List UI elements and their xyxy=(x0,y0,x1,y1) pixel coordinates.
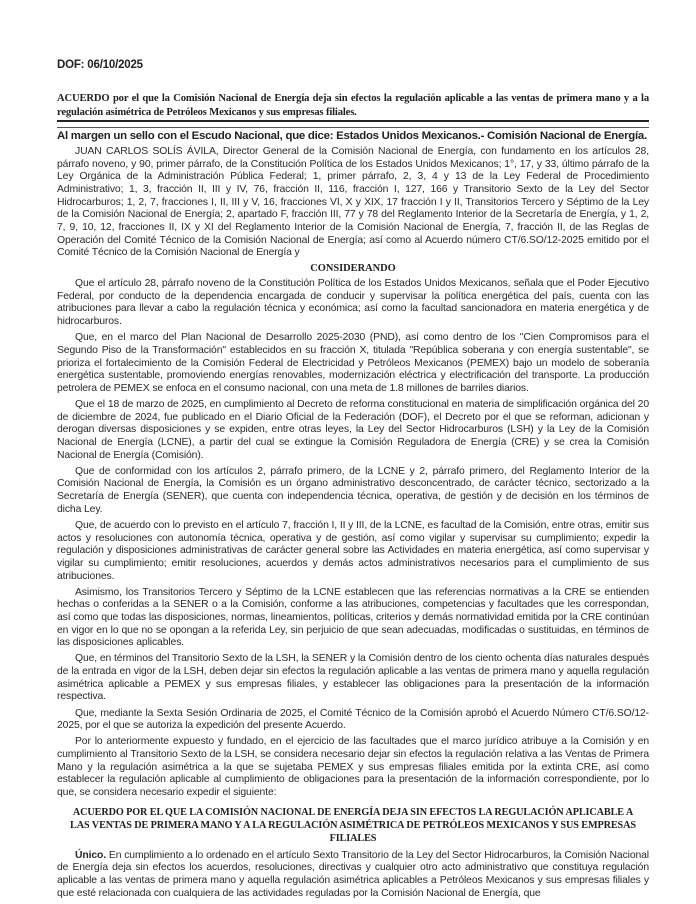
title-rule-bottom xyxy=(57,127,649,128)
considerando-paragraph: Que, de acuerdo con lo previsto en el artículo 7, fracción I, II y III, de la LCNE, es facultad de la Comisión, entre otras, emitir sus actos y resoluciones con autonomía técnica, operativa y de gestión, así como vigilar y supervisar su cumplimiento; expedir la regulación y disposiciones administrativas de carácter general sobre las Actividades en materia energética, así como supervisar y vigilar su cumplimiento; emitir resoluciones, acuerdos y demás actos administrativos necesarios para el cumplimiento de sus atribuciones. xyxy=(57,519,649,582)
considerando-paragraph: Que el artículo 28, párrafo noveno de la Constitución Política de los Estados Unidos Mexicanos, señala que el Poder Ejecutivo Federal, por conducto de la dependencia encargada de conducir y supervisar la política energética del país, cuenta con las atribuciones para llevar a cabo la regulación técnica y económica; así como la facultad sancionadora en materia energética y de hidrocarburos. xyxy=(57,278,649,328)
considerando-paragraph: Que el 18 de marzo de 2025, en cumplimiento al Decreto de reforma constitucional en materia de simplificación orgánica del 20 de diciembre de 2024, fue publicado en el Diario Oficial de la Federación (DOF), el Decreto por el que se reforman, adicionan y derogan diversas disposiciones y se expiden, entre otras leyes, la Ley del Sector Hidrocarburos (LSH) y la Ley de la Comisión Nacional de Energía (LCNE), a partir del cual se extingue la Comisión Reguladora de Energía (CRE) y se crea la Comisión Nacional de Energía (Comisión). xyxy=(57,398,649,461)
considerando-paragraph: Que, en el marco del Plan Nacional de Desarrollo 2025-2030 (PND), así como dentro de los "Cien Compromisos para el Segundo Piso de la Transformación" establecidos en su fracción X, titulada "República soberana y con energía sustentable", se prioriza el fortalecimiento de la Comisión Federal de Electricidad y Petróleos Mexicanos (PEMEX) bajo un modelo de soberanía energética sustentable, promoviendo energías renovables, modernización eléctrica y electrificación del transporte. La producción petrolera de PEMEX se enfoca en el consumo nacional, con una meta de 1.8 millones de barriles diarios. xyxy=(57,332,649,394)
title-rule-top xyxy=(57,120,649,122)
considerando-heading: CONSIDERANDO xyxy=(310,263,396,275)
considerando-paragraph: Asimismo, los Transitorios Tercero y Séptimo de la LCNE establecen que las referencias normativas a la CRE se entienden hechas o conferidas a la SENER o a la Comisión, conforme a las atribuciones, competencias y facultades que les correspondan, así como que todas las disposiciones, normas, lineamientos, políticas, criterios y demás normatividad emitida por la CRE continúan en vigor en lo que no se opongan a la referida Ley, sin perjuicio de que sean adecuadas, modificadas o sustituidas, en términos de las disposiciones aplicables. xyxy=(57,586,649,649)
document-body xyxy=(57,146,649,904)
unico-text: En cumplimiento a lo ordenado en el artículo Sexto Transitorio de la Ley del Sector Hidrocarburos, la Comisión Nacional de Energía deja sin efectos los acuerdos, resoluciones, directivas y cualquier otro acto administrativo que constituya regulación aplicable a las ventas de primera mano y aquella regulación asimétrica aplicables a Petróleos Mexicanos y sus empresas filiales y que esté relacionada con cualquiera de las actividades reguladas por la Comisión Nacional de Energía, que xyxy=(57,849,649,899)
considerando-paragraph: Que, mediante la Sexta Sesión Ordinaria de 2025, el Comité Técnico de la Comisión aprobó el Acuerdo Número CT/6.SO/12-2025, por el que se autoriza la expedición del presente Acuerdo. xyxy=(57,707,649,732)
considerando-paragraph: Que de conformidad con los artículos 2, párrafo primero, de la LCNE y 2, párrafo primero, del Reglamento Interior de la Comisión Nacional de Energía, la Comisión es un órgano administrativo desconcentrado, de carácter técnico, sectorizado a la Secretaría de Energía (SENER), que cuenta con independencia técnica, operativa, de gestión y de decisión en los términos de dicha Ley. xyxy=(57,465,649,515)
preamble-paragraph: JUAN CARLOS SOLÍS ÁVILA, Director General de la Comisión Nacional de Energía, con fundamento en los artículos 28, párrafo noveno, y 90, primer párrafo, de la Constitución Política de los Estados Unidos Mexicanos; 1°, 17, y 33, último párrafo de la Ley Orgánica de la Administración Pública Federal; 1, primer párrafo, 2, 3, 4 y 13 de la Ley Federal de Procedimiento Administrativo; 1, 3, fracción II, III y IV, 76, fracción II, 116, fracción I, 127, 166 y Transitorio Sexto de la Ley del Sector Hidrocarburos; 1, 2, 7, fracciones I, II, III y V, 16, fracciones VI, X y XIX, 17 fracción I y II, Transitorios Tercero y Séptimo de la Ley de la Comisión Nacional de Energía; 2, apartado F, fracción III, 77 y 78 del Reglamento Interior de la Secretaría de Energía, y 1, 2, 7, 9, 10, 12, fracciones II, IX y XI del Reglamento Interior de la Comisión Nacional de Energía, 7, fracción II, de las Reglas de Operación del Comité Técnico de la Comisión Nacional de Energía; así como al Acuerdo número CT/6.SO/12-2025 emitido por el Comité Técnico de la Comisión Nacional de Energía y xyxy=(57,146,649,259)
document-title: ACUERDO por el que la Comisión Nacional de Energía deja sin efectos la regulación aplicable a las ventas de primera mano y a la regulación asimétrica de Petróleos Mexicanos y sus empresas filiales. xyxy=(57,93,649,118)
considerando-paragraph: Que, en términos del Transitorio Sexto de la LSH, la SENER y la Comisión dentro de los ciento ochenta días naturales después de la entrada en vigor de la LSH, deben dejar sin efectos la regulación aplicable a las ventas de primera mano y aquella regulación asimétrica aplicable a PEMEX y sus empresas filiales, y establecer las obligaciones para la presentación de la información respectiva. xyxy=(57,653,649,703)
considerando-paragraph: Por lo anteriormente expuesto y fundado, en el ejercicio de las facultades que el marco jurídico atribuye a la Comisión y en cumplimiento al Transitorio Sexto de la LSH, se considera necesario dejar sin efectos la regulación relativa a las Ventas de Primera Mano y la regulación asimétrica a la que se sujetaba PEMEX y sus empresas filiales emitida por la extinta CRE, así como establecer la regulación aplicable al cumplimiento de obligaciones para la presentación de la información correspondiente, por lo que, se considera necesario expedir el siguiente: xyxy=(57,736,649,798)
acuerdo-heading: ACUERDO POR EL QUE LA COMISIÓN NACIONAL DE ENERGÍA DEJA SIN EFECTOS LA REGULACIÓN APLICABLE A LAS VENTAS DE PRIMERA MANO Y A LA REGULACIÓN ASIMÉTRICA DE PETRÓLEOS MEXICANOS Y SUS EMPRESAS FILIALES xyxy=(70,806,636,844)
unico-paragraph xyxy=(57,850,649,901)
dof-date: DOF: 06/10/2025 xyxy=(57,59,143,71)
unico-label: Único. xyxy=(75,849,107,861)
seal-line: Al margen un sello con el Escudo Nacional, que dice: Estados Unidos Mexicanos.- Comisión Nacional de Energía. xyxy=(57,130,647,142)
